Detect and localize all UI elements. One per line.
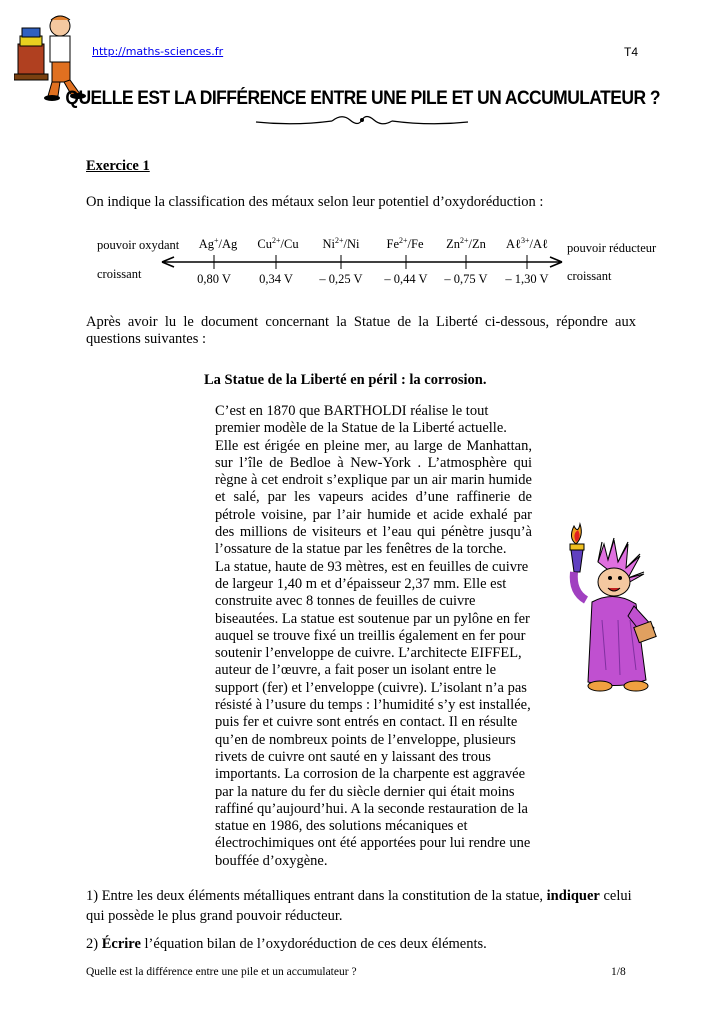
footer-title: Quelle est la différence entre une pile et un accumulateur ? (86, 966, 357, 978)
scale-axis (150, 250, 570, 274)
potential-ni: – 0,25 V (319, 272, 363, 286)
couple-ag: Ag+/Ag (198, 236, 238, 252)
question-1: 1) Entre les deux éléments métalliques entrant dans la constitution de la statue, indiquer celui qui possède le plus grand pouvoir réducteur. (86, 888, 632, 924)
intro-text: On indique la classification des métaux selon leur potentiel d’oxydoréduction : (86, 194, 544, 210)
potential-ag: 0,80 V (197, 272, 231, 286)
header-link[interactable]: http://maths-sciences.fr (92, 45, 224, 58)
scale-right-top: pouvoir réducteur (567, 241, 657, 255)
scale-left-bottom: croissant (97, 267, 142, 281)
instructions-paragraph: Après avoir lu le document concernant la Statue de la Liberté ci-dessous, répondre aux questions suivantes : (86, 314, 636, 347)
header-code: T4 (624, 45, 639, 59)
page-title: QUELLE EST LA DIFFÉRENCE ENTRE UNE PILE ET UN ACCUMULATEUR ? (65, 88, 660, 109)
article-paragraph-2: Elle est érigée en pleine mer, au large de Manhattan, sur l’île de Bedloe à New-York . L’atmosphère qui règne à cet endroit s’explique par un air marin humide et salé, par les vapeurs acides d’une raffinerie de pétrole voisine, par l’air humide et acide exhalé par des millions de visiteurs et l’eau qui pénètre jusqu’à l’ossature de la statue par les fenêtres de la torche. (215, 437, 532, 558)
scale-left-top: pouvoir oxydant (97, 238, 180, 252)
couple-fe: $Fe^{2+}/Fe$ (386, 236, 424, 252)
article-body (215, 403, 532, 870)
article-paragraph-3: La statue, haute de 93 mètres, est en feuilles de cuivre de largeur 1,40 m et d’épaisseur 2,37 mm. Elle est construite avec 8 tonnes de feuilles de cuivre biseautées. La statue est soutenue par un pylône en fer auquel se trouve fixé un treillis également en fer pour soutenir l’enveloppe de cuivre. L’architecte EIFFEL, auteur de l’œuvre, a fait poser un isolant entre le support (fer) et l’enveloppe (cuivre). L’isolant n’a pas résisté à l’usure du temps : l’humidité s’y est installée, puis fer et cuivre sont entrés en contact. Il en résulte qu’en de nombreux points de l’enveloppe, plusieurs rivets de cuivre ont sauté en y laissant des trous importants. La corrosion de la charpente est aggravée par la nature du fer du siècle dernier qui était moins raffiné qu’aujourd’hui. A la seconde restauration de la statue en 1986, des solutions mécaniques et électrochimiques ont été apportées pour lui rendre une bouffée d’oxygène. (215, 558, 531, 869)
footer-page-number: 1/8 (611, 966, 626, 978)
exercise-heading: Exercice 1 (86, 158, 150, 174)
question-2: 2) Écrire l’équation bilan de l’oxydoréduction de ces deux éléments. (86, 936, 487, 952)
scale-right-bottom: croissant (567, 269, 612, 283)
couple-cu: $Cu^{2+}/Cu$ (257, 236, 299, 252)
couple-zn: $Zn^{2+}/Zn$ (446, 236, 486, 252)
potential-zn: – 0,75 V (444, 272, 488, 286)
title-flourish-icon (254, 113, 470, 129)
statue-of-liberty-clipart-icon (558, 520, 678, 700)
article-title: La Statue de la Liberté en péril : la corrosion. (204, 372, 487, 388)
potential-fe: – 0,44 V (384, 272, 428, 286)
article-paragraph-1: C’est en 1870 que BARTHOLDI réalise le tout premier modèle de la Statue de la Liberté actuelle. (215, 403, 507, 437)
potential-cu: 0,34 V (259, 272, 293, 286)
couple-ni: $Ni^{2+}/Ni$ (322, 236, 360, 252)
couple-al: Aℓ$^{3+}$/Aℓ (505, 236, 549, 252)
potential-al: – 1,30 V (505, 272, 549, 286)
